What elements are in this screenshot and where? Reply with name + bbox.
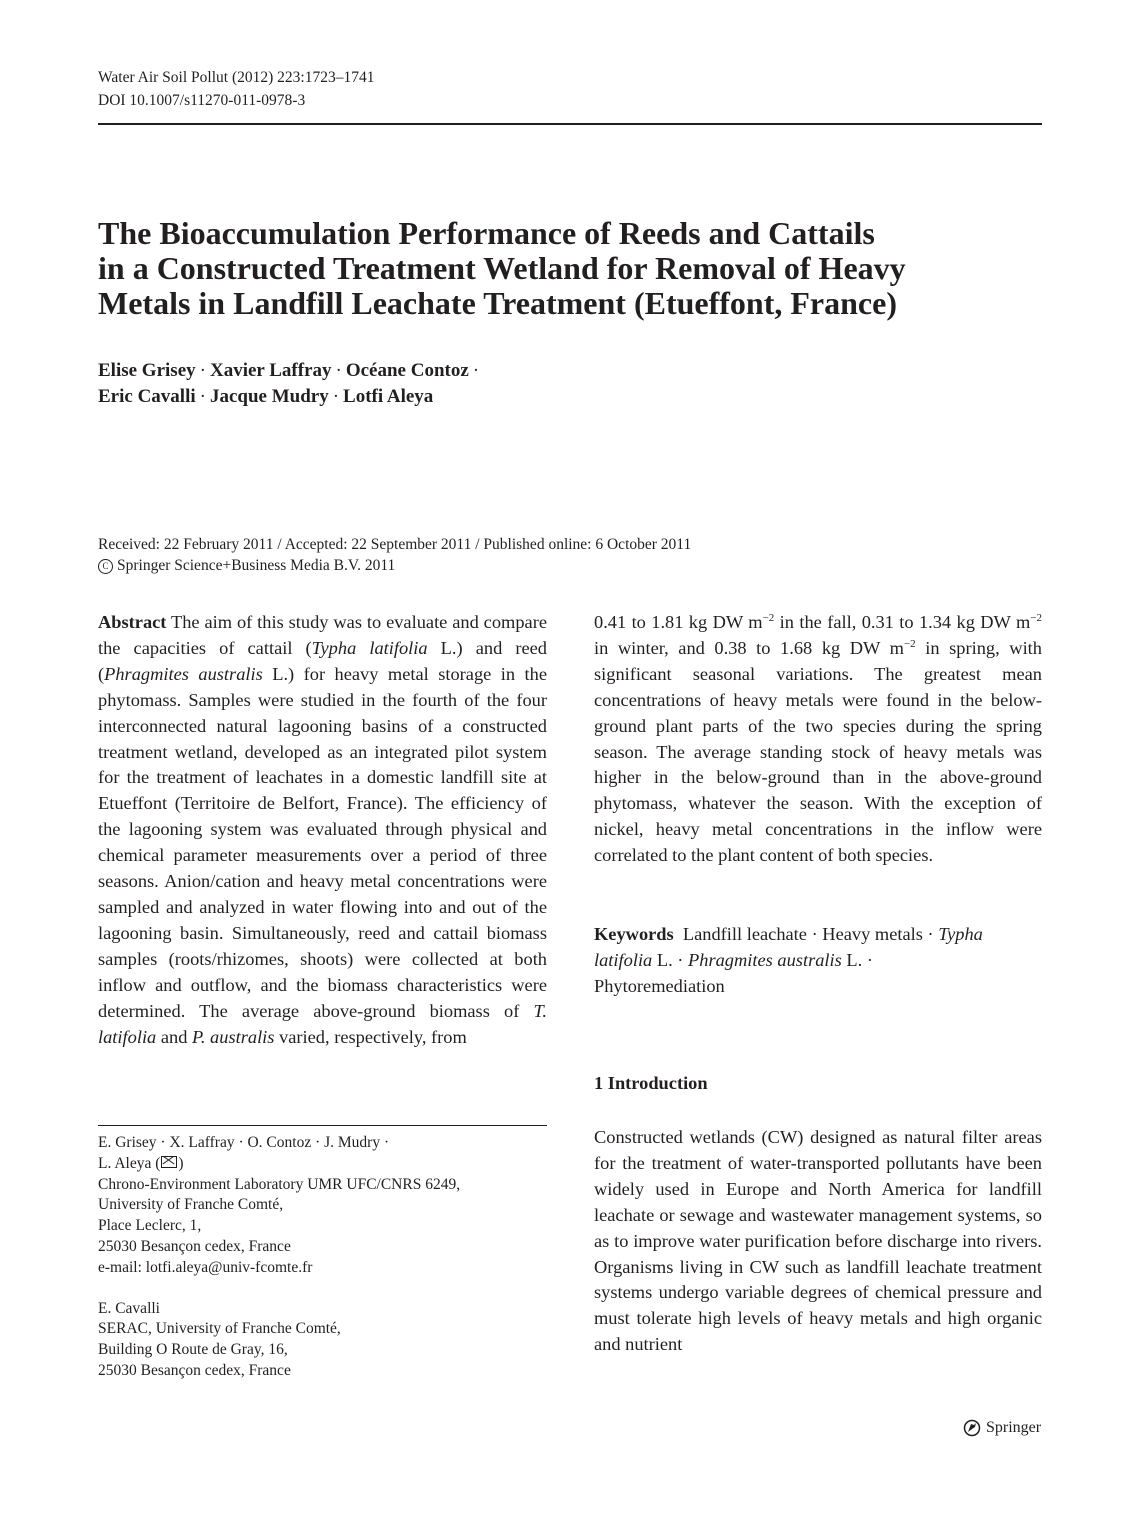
affiliations [98, 1133, 547, 1382]
author-separator: · [472, 360, 480, 381]
abstract-text: The aim of this study was to evaluate and compare the capacities of cattail ( [98, 612, 547, 658]
species-name: Typha latifolia [311, 637, 428, 658]
keyword-separator: · [862, 949, 873, 970]
abstract-text: varied, respectively, from [274, 1026, 467, 1047]
abstract-left-column [98, 610, 547, 1050]
affiliation-line: SERAC, University of Franche Comté, [98, 1320, 341, 1338]
publisher-name: Springer [986, 1419, 1042, 1436]
journal-header [98, 66, 374, 112]
copyright-icon: C [98, 559, 113, 574]
exponent: −2 [762, 611, 775, 624]
author-separator: · [335, 360, 342, 381]
affiliation-line [98, 1154, 547, 1175]
abstract-text: in winter, and 0.38 to 1.68 kg DW m [594, 637, 904, 658]
affiliation-line: E. Cavalli [98, 1299, 160, 1317]
abstract-label: Abstract [98, 612, 167, 632]
keyword: Landfill leachate [682, 924, 807, 944]
received-date: Received: 22 February 2011 [98, 536, 274, 553]
date-divider: / [273, 536, 285, 553]
keyword-suffix: L. [841, 949, 863, 970]
keywords-label: Keywords [594, 924, 674, 944]
dates-line [98, 534, 691, 555]
exponent: −2 [903, 637, 916, 650]
doi[interactable]: DOI 10.1007/s11270-011-0978-3 [98, 92, 306, 109]
abstract-text: L.) and reed ( [98, 637, 547, 684]
corresponding-author: L. Aleya ( [98, 1154, 161, 1172]
spacer [98, 1279, 547, 1299]
title-line: Metals in Landfill Leachate Treatment (Etueffont, France) [98, 285, 897, 321]
species-name: P. australis [192, 1026, 275, 1047]
keyword: Phytoremediation [594, 975, 725, 996]
author: Eric Cavalli [98, 386, 196, 407]
email[interactable]: e-mail: lotfi.aleya@univ-fcomte.fr [98, 1258, 313, 1276]
header-rule [98, 123, 1042, 125]
publication-dates [98, 534, 691, 576]
published-date: Published online: 6 October 2011 [483, 536, 692, 553]
author-line [98, 384, 483, 410]
keyword-separator: · [806, 924, 823, 944]
author: Lotfi Aleya [343, 386, 434, 407]
abstract-text: in the fall, 0.31 to 1.34 kg DW m [774, 612, 1031, 632]
affiliation-line: Building O Route de Gray, 16, [98, 1341, 288, 1359]
author: Océane Contoz [345, 360, 469, 381]
species-name: Phragmites australis [104, 663, 263, 684]
affiliation-line: Place Leclerc, 1, [98, 1217, 202, 1235]
section-heading: 1 Introduction [594, 1073, 708, 1093]
copyright-text: Springer Science+Business Media B.V. 2011 [117, 557, 396, 574]
accepted-date: Accepted: 22 September 2011 [284, 536, 472, 553]
springer-horse-icon [963, 1418, 981, 1438]
author-line [98, 358, 483, 384]
abstract-text: L.) for heavy metal storage in the phytomass. Samples were studied in the fourth of the four interconnected natural lagooning basins of a constructed treatment wetland, developed as an integrated pilot system for the treatment of leachates in a domestic landfill site at Etueffont (Territoire de Belfort, France). The efficiency of the lagooning system was evaluated through physical and chemical parameter measurements over a period of three seasons. Anion/cation and heavy metal concentrations were sampled and analyzed in water flowing into and out of the lagooning basin. Simultaneously, reed and cattail biomass samples (roots/rhizomes, shoots) were collected at both inflow and outflow, and the biomass characteristics were determined. The average above-ground biomass of [98, 663, 547, 1021]
affiliation-line: University of Franche Comté, [98, 1196, 284, 1214]
abstract-text: 0.41 to 1.81 kg DW m [594, 612, 763, 632]
affiliation-line: E. Grisey · X. Laffray · O. Contoz · J. Mudry · [98, 1134, 390, 1151]
paper-title [98, 216, 998, 321]
author-list [98, 358, 483, 410]
abstract-text: in spring, with significant seasonal variations. The greatest mean concentrations of heavy metals were found in the below-ground plant parts of the two species during the spring season. The average standing stock of heavy metals was higher in the below-ground than in the above-ground phytomass, whatever the season. With the exception of nickel, heavy metal concentrations in the inflow were correlated to the plant content of both species. [594, 637, 1042, 866]
journal-citation: Water Air Soil Pollut (2012) 223:1723–1741 [98, 69, 375, 86]
title-line: The Bioaccumulation Performance of Reeds and Cattails [98, 215, 875, 251]
exponent: −2 [1030, 611, 1042, 624]
date-divider: / [471, 536, 484, 553]
keyword-separator: · [922, 924, 939, 944]
affiliation-line: Chrono-Environment Laboratory UMR UFC/CNRS 6249, [98, 1175, 461, 1193]
author-separator: · [332, 386, 340, 407]
author: Jacque Mudry [209, 386, 329, 407]
affiliation-line: 25030 Besançon cedex, France [98, 1361, 291, 1379]
keywords [594, 922, 1042, 1000]
envelope-icon [161, 1156, 177, 1168]
keyword-suffix: L. [652, 949, 673, 970]
introduction-text: Constructed wetlands (CW) designed as natural filter areas for the treatment of water-transported pollutants have been widely used in Europe and North America for landfill leachate or sewage and wastewater management systems, so as to improve water purification before discharge into rivers. Organisms living in CW such as landfill leachate treatment systems undergo variable degrees of chemical pressure and must tolerate high levels of heavy metals and high organic and nutrient [594, 1127, 1042, 1355]
keyword: Heavy metals [822, 924, 923, 944]
affiliation-line: 25030 Besançon cedex, France [98, 1237, 291, 1255]
species-name: T. latifolia [98, 1000, 547, 1047]
author: Elise Grisey [98, 360, 196, 381]
keyword-separator: · [672, 949, 689, 970]
author: Xavier Laffray [209, 360, 332, 381]
publisher-logo [963, 1418, 1041, 1438]
affiliation-text: ) [178, 1154, 184, 1172]
copyright-line [98, 555, 691, 576]
footnote-rule [98, 1125, 547, 1126]
author-separator: · [199, 386, 206, 407]
author-separator: · [199, 360, 206, 381]
abstract-right-column [594, 610, 1042, 869]
keyword: Typha latifolia [594, 924, 983, 970]
keyword: Phragmites australis [688, 949, 842, 970]
abstract-text: and [156, 1026, 192, 1047]
title-line: in a Constructed Treatment Wetland for Removal of Heavy [98, 250, 906, 286]
